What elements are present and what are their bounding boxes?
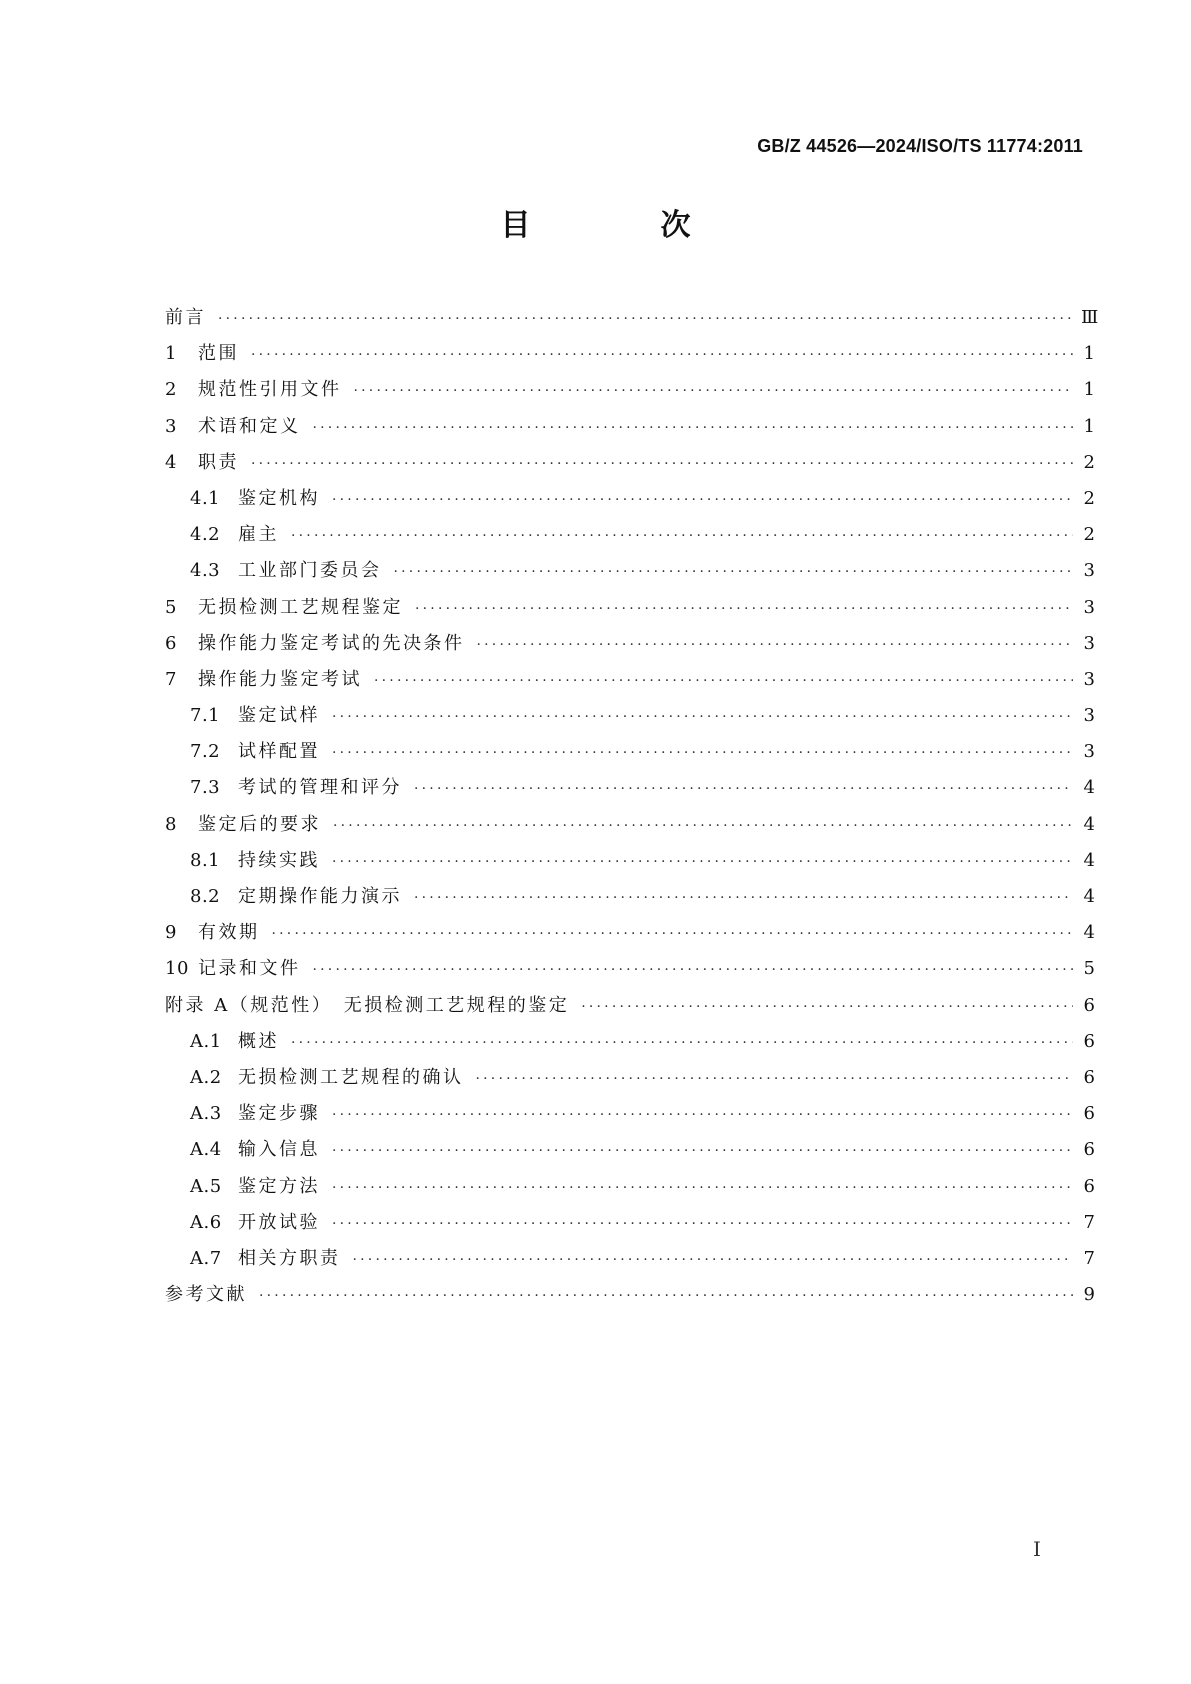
toc-entry[interactable] [165,879,1095,915]
toc-entry-label: 鉴定步骤 [238,1103,320,1125]
toc-dot-leader [251,446,1073,482]
toc-entry[interactable] [165,1024,1095,1060]
toc-dot-leader [251,337,1073,373]
table-of-contents [165,300,1099,1313]
toc-entry[interactable] [165,553,1095,589]
toc-entry-page: 9 [1083,1284,1095,1306]
toc-entry[interactable] [165,988,1095,1024]
toc-entry-page: 1 [1083,343,1095,365]
toc-entry[interactable] [165,1205,1095,1241]
toc-entry-number: A.5 [190,1175,222,1197]
toc-entry-page: 4 [1083,886,1095,907]
toc-entry-number: 3 [165,415,177,437]
toc-entry[interactable] [165,409,1095,445]
toc-entry-number: 5 [165,596,177,618]
toc-entry[interactable] [165,1277,1095,1313]
toc-entry-label: 鉴定后的要求 [198,813,321,835]
toc-entry-page: 4 [1083,777,1095,799]
toc-entry[interactable] [165,843,1095,879]
toc-entry-page: 4 [1083,922,1095,944]
toc-entry-page: 3 [1083,560,1095,582]
toc-entry[interactable] [165,590,1095,626]
toc-entry-page: 3 [1083,741,1095,763]
toc-entry-label: 鉴定机构 [238,487,320,509]
toc-entry[interactable] [165,1241,1095,1277]
toc-dot-leader [332,1170,1073,1206]
toc-dot-leader [394,554,1074,590]
toc-entry-label: 鉴定试样 [238,705,320,727]
toc-dot-leader [414,880,1073,916]
toc-entry-label: 术语和定义 [198,415,301,437]
toc-dot-leader [354,373,1074,409]
toc-entry-number: 10 [165,958,189,980]
toc-entry-label: 操作能力鉴定考试 [198,668,362,690]
toc-entry-label: 考试的管理和评分 [238,777,402,799]
toc-entry-page: 3 [1083,705,1095,727]
toc-dot-leader [272,916,1074,952]
toc-entry[interactable] [165,734,1095,770]
toc-entry-label: 职责 [198,451,239,473]
toc-entry-number: 4 [165,451,177,473]
toc-entry-label: 有效期 [198,922,260,944]
toc-entry-page: 1 [1083,379,1095,401]
toc-dot-leader [476,1061,1074,1097]
toc-entry-page: 3 [1083,632,1095,654]
toc-entry-number: 6 [165,632,177,654]
toc-entry-label: 无损检测工艺规程鉴定 [198,596,403,618]
toc-dot-leader [414,771,1073,807]
toc-entry-label: 开放试验 [238,1211,320,1233]
toc-entry-label: 概述 [238,1030,279,1052]
toc-entry[interactable] [165,951,1095,987]
toc-entry-number: 7.2 [190,741,221,763]
toc-entry-label: 试样配置 [238,741,320,763]
toc-entry-page: 6 [1083,1103,1095,1125]
toc-dot-leader [218,301,1073,337]
toc-entry[interactable] [165,1096,1095,1132]
toc-entry-number: A.3 [190,1103,222,1125]
toc-dot-leader [332,844,1073,880]
toc-entry-label: 前言 [165,307,206,328]
toc-dot-leader [332,1206,1073,1242]
toc-dot-leader [353,1242,1074,1278]
toc-dot-leader [332,735,1073,771]
toc-entry[interactable] [165,626,1095,662]
toc-entry-page: 6 [1083,1139,1095,1161]
toc-entry-page: 7 [1083,1247,1095,1269]
toc-entry-label: 定期操作能力演示 [238,886,402,907]
toc-entry-number: 4.1 [190,487,221,509]
toc-entry-number: A.6 [190,1211,222,1233]
toc-dot-leader [415,591,1073,627]
toc-entry-number: 7.3 [190,777,221,799]
toc-entry-label: 持续实践 [238,849,320,871]
toc-entry-number: 4.2 [190,524,221,546]
toc-entry[interactable] [165,445,1095,481]
toc-entry[interactable] [165,662,1095,698]
toc-entry-page: 6 [1083,1175,1095,1197]
toc-entry-number: 9 [165,922,177,944]
toc-dot-leader [332,1097,1073,1133]
toc-entry[interactable] [165,1132,1095,1168]
toc-entry[interactable] [165,336,1095,372]
toc-entry-label: 工业部门委员会 [238,560,382,582]
toc-entry[interactable] [165,517,1095,553]
toc-entry[interactable] [165,300,1099,336]
toc-dot-leader [333,808,1073,844]
toc-entry-number: A.7 [190,1247,222,1269]
toc-dot-leader [291,1025,1073,1061]
toc-dot-leader [581,989,1073,1025]
toc-dot-leader [291,518,1073,554]
toc-entry-number: 4.3 [190,560,221,582]
toc-entry-label: 无损检测工艺规程的确认 [238,1066,464,1088]
toc-entry-label: 参考文献 [165,1284,247,1306]
toc-entry-number: A.2 [190,1066,222,1088]
toc-entry-page: 4 [1083,849,1095,871]
toc-entry[interactable] [165,1169,1095,1205]
toc-entry-page: Ⅲ [1081,307,1099,328]
toc-entry-page: 1 [1083,415,1095,437]
toc-entry-label: 附录 A（规范性） 无损检测工艺规程的鉴定 [165,994,570,1016]
toc-entry-page: 7 [1083,1211,1095,1233]
toc-entry-label: 鉴定方法 [238,1175,320,1197]
toc-entry-number: 7 [165,668,177,690]
toc-entry-page: 5 [1083,958,1095,980]
toc-entry-page: 2 [1083,524,1095,546]
toc-entry[interactable] [165,698,1095,734]
toc-entry-number: 8.2 [190,886,221,907]
toc-dot-leader [477,627,1074,663]
toc-entry[interactable] [165,770,1095,806]
toc-entry-page: 3 [1083,596,1095,618]
toc-entry-number: A.4 [190,1139,222,1161]
toc-entry-number: 1 [165,343,177,365]
toc-entry-page: 3 [1083,668,1095,690]
toc-dot-leader [332,482,1073,518]
toc-dot-leader [374,663,1073,699]
toc-dot-leader [313,952,1074,988]
toc-entry[interactable] [165,481,1095,517]
page-title: 目 次 [500,208,741,243]
toc-entry-page: 4 [1083,813,1095,835]
toc-dot-leader [332,1133,1073,1169]
toc-entry-label: 输入信息 [238,1139,320,1161]
toc-entry-page: 6 [1083,1030,1095,1052]
toc-entry[interactable] [165,372,1095,408]
toc-entry-label: 记录和文件 [198,958,301,980]
toc-entry-number: 8.1 [190,849,221,871]
toc-entry-number: 7.1 [190,705,221,727]
toc-entry-label: 操作能力鉴定考试的先决条件 [198,632,465,654]
toc-entry-label: 范围 [198,343,239,365]
toc-entry-number: 8 [165,813,177,835]
toc-entry-page: 2 [1083,451,1095,473]
toc-entry-number: 2 [165,379,177,401]
toc-entry-number: A.1 [190,1030,222,1052]
toc-entry-label: 相关方职责 [238,1247,341,1269]
toc-entry[interactable] [165,915,1095,951]
toc-entry[interactable] [165,1060,1095,1096]
page-number: I [1033,1537,1041,1561]
toc-entry-page: 6 [1083,994,1095,1016]
standard-code: GB/Z 44526—2024/ISO/TS 11774:2011 [757,136,1083,156]
toc-dot-leader [259,1278,1073,1314]
toc-entry[interactable] [165,807,1095,843]
toc-entry-label: 雇主 [238,524,279,546]
toc-entry-page: 2 [1083,487,1095,509]
toc-dot-leader [313,410,1074,446]
toc-entry-label: 规范性引用文件 [198,379,342,401]
toc-dot-leader [332,699,1073,735]
toc-entry-page: 6 [1083,1066,1095,1088]
